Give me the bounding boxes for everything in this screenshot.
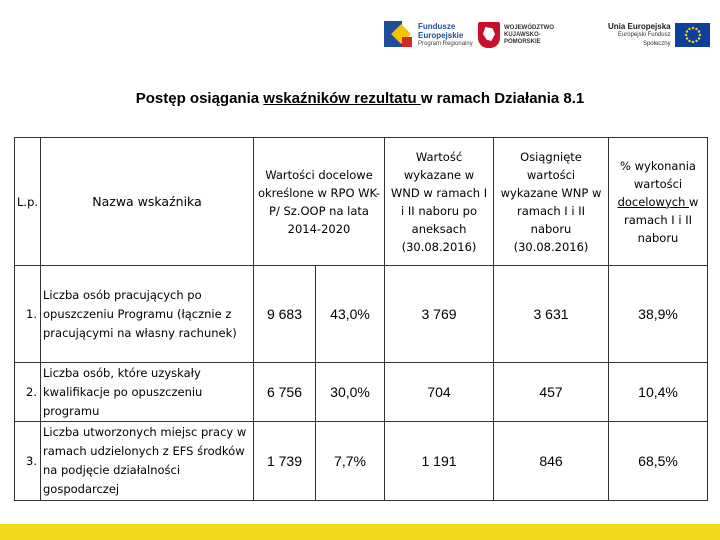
fundusze-europejskie-logo [384, 12, 473, 58]
bottom-accent-bar [0, 524, 720, 540]
table-row [15, 266, 708, 363]
fe-emblem-icon [384, 19, 414, 51]
row-docelowe-pct: 7,7% [316, 422, 385, 501]
row-procent: 10,4% [609, 363, 708, 422]
title-part-2: wskaźników rezultatu [263, 90, 421, 107]
kp-coat-of-arms-icon [478, 22, 500, 48]
row-osiagniete: 457 [494, 363, 609, 422]
title-part-3: w ramach Działania 8.1 [420, 90, 585, 107]
header-osiagniete: Osiągnięte wartości wykazane WNP w ramach I i II naboru (30.08.2016) [494, 138, 609, 266]
header-procent-c: w ramach I i II naboru [624, 194, 699, 245]
row-docelowe: 1 739 [254, 422, 316, 501]
table-row [15, 363, 708, 422]
row-osiagniete: 3 631 [494, 266, 609, 363]
header-docelowe: Wartości docelowe określone w RPO WK-P/ Sz.OOP na lata 2014-2020 [254, 138, 385, 266]
fe-logo-sub: Program Regionalny [418, 40, 473, 47]
eu-flag-icon [675, 23, 710, 47]
row-osiagniete: 846 [494, 422, 609, 501]
row-lp: 1. [15, 266, 41, 363]
unia-europejska-logo [590, 12, 710, 58]
ue-logo-title: Unia Europejska [607, 21, 671, 31]
row-lp: 3. [15, 422, 41, 501]
row-wykazane: 704 [385, 363, 494, 422]
header-lp: L.p. [15, 138, 41, 266]
title-part-1: Postęp osiągania [135, 90, 264, 107]
header-wykazane: Wartość wykazane w WND w ramach I i II naboru po aneksach (30.08.2016) [385, 138, 494, 266]
kujawsko-pomorskie-logo [478, 12, 564, 58]
fe-logo-title: Fundusze Europejskie [418, 21, 464, 40]
row-lp: 2. [15, 363, 41, 422]
row-name: Liczba osób pracujących po opuszczeniu Programu (łącznie z pracującymi na własny rachunek) [41, 266, 254, 363]
row-procent: 38,9% [609, 266, 708, 363]
row-docelowe-pct: 30,0% [316, 363, 385, 422]
ue-logo-sub: Europejski Fundusz Społeczny [617, 31, 671, 47]
row-docelowe-pct: 43,0% [316, 266, 385, 363]
row-wykazane: 1 191 [385, 422, 494, 501]
header-nazwa: Nazwa wskaźnika [41, 138, 254, 266]
row-wykazane: 3 769 [385, 266, 494, 363]
row-docelowe: 9 683 [254, 266, 316, 363]
logo-strip [384, 12, 710, 58]
kp-logo-title: WOJEWÓDZTWO KUJAWSKO-POMORSKIE [504, 24, 554, 45]
row-procent: 68,5% [609, 422, 708, 501]
header-procent-a: % wykonania wartości [620, 158, 696, 191]
header-procent [609, 138, 708, 266]
table-row [15, 422, 708, 501]
row-name: Liczba osób, które uzyskały kwalifikacje po opuszczeniu programu [41, 363, 254, 422]
row-docelowe: 6 756 [254, 363, 316, 422]
row-name: Liczba utworzonych miejsc pracy w ramach udzielonych z EFS środków na podjęcie działalności gospodarczej [41, 422, 254, 501]
page-title [0, 90, 720, 107]
header-procent-b: docelowych [617, 194, 690, 209]
indicators-table [14, 137, 707, 499]
table-header-row [15, 138, 708, 266]
